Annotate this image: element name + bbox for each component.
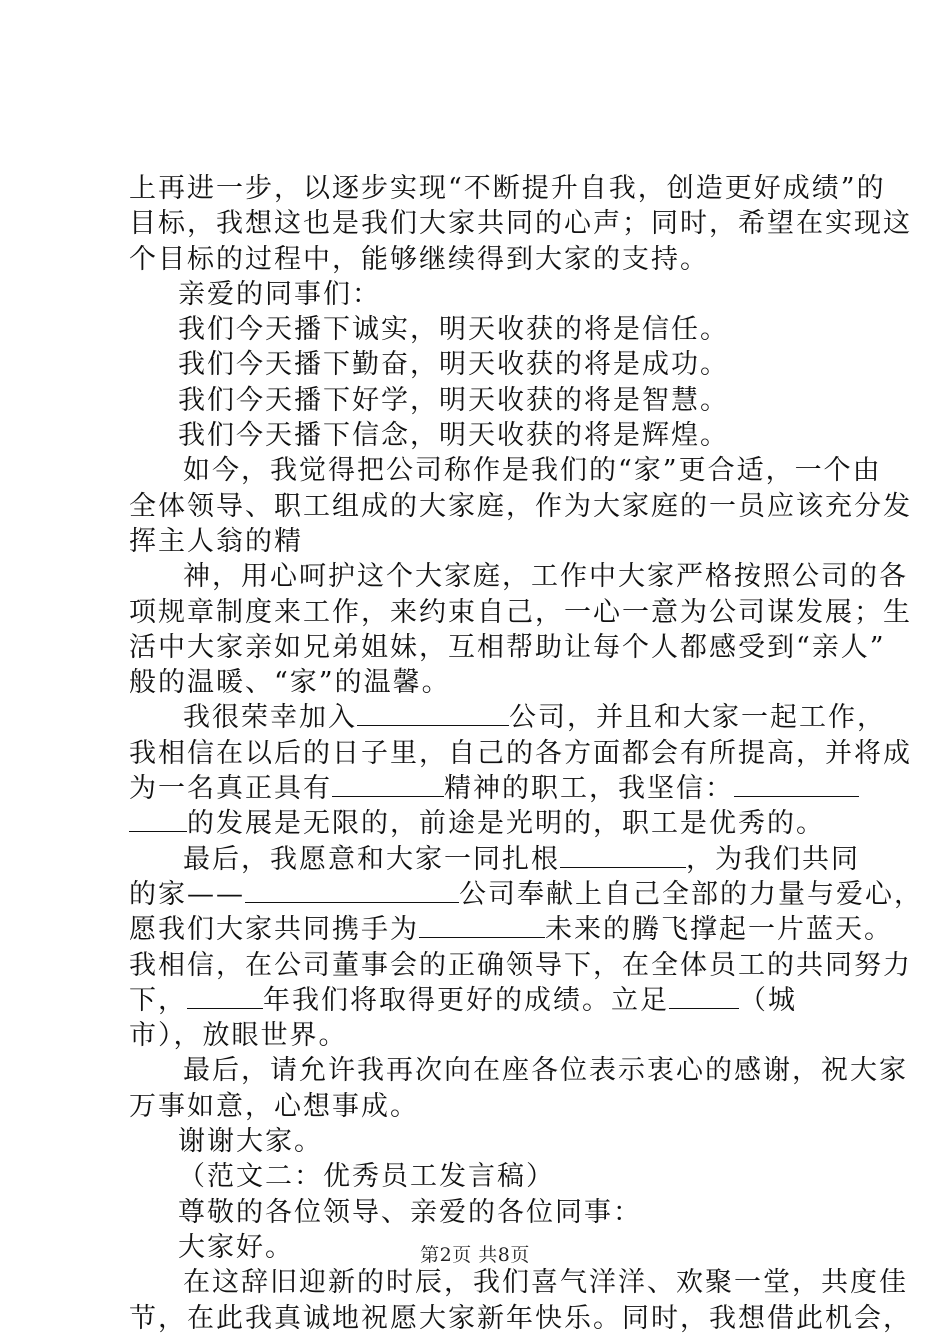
text-segment: 我很荣幸加入 bbox=[183, 702, 357, 734]
text-line bbox=[129, 806, 829, 841]
text-line: 最后，请允许我再次向在座各位表示衷心的感谢，祝大家 bbox=[183, 1055, 908, 1087]
text-line: 项规章制度来工作，来约束自己，一心一意为公司谋发展；生 bbox=[129, 596, 912, 628]
text-line: 在这辞旧迎新的时辰，我们喜气洋洋、欢聚一堂，共度佳 bbox=[183, 1267, 908, 1299]
text-line: 我们今天播下诚实，明天收获的将是信任。 bbox=[178, 314, 729, 346]
text-line: 活中大家亲如兄弟姐妹，互相帮助让每个人都感受到“亲人” bbox=[129, 631, 886, 663]
text-segment: 公司奉献上自己全部的力量与爱心， bbox=[459, 878, 923, 910]
fill-in-blank bbox=[669, 984, 739, 1009]
text-line: 神，用心呵护这个大家庭，工作中大家严格按照公司的各 bbox=[183, 561, 908, 593]
text-segment: 年我们将取得更好的成绩。立足 bbox=[263, 984, 669, 1016]
text-line: 我们今天播下好学，明天收获的将是智慧。 bbox=[178, 384, 729, 416]
text-line: 我们今天播下信念，明天收获的将是辉煌。 bbox=[178, 420, 729, 452]
text-line: 般的温暖、“家”的温馨。 bbox=[129, 667, 451, 699]
document-body bbox=[129, 171, 923, 1336]
section-heading: （范文二：优秀员工发言稿） bbox=[178, 1161, 555, 1193]
text-line: 如今，我觉得把公司称作是我们的“家”更合适，一个由 bbox=[183, 455, 882, 487]
text-line: 挥主人翁的精 bbox=[129, 525, 303, 557]
text-segment: （城 bbox=[739, 984, 797, 1016]
text-line: 目标，我想这也是我们大家共同的心声；同时，希望在实现这 bbox=[129, 208, 912, 240]
text-line: 节，在此我真诚地祝愿大家新年快乐。同时，我想借此机会， bbox=[129, 1302, 912, 1334]
fill-in-blank bbox=[187, 984, 263, 1009]
text-segment: 愿我们大家共同携手为 bbox=[129, 914, 419, 946]
fill-in-blank bbox=[245, 878, 459, 903]
text-segment: 精神的职工，我坚信： bbox=[444, 773, 734, 805]
text-segment: 公司，并且和大家一起工作， bbox=[509, 702, 886, 734]
text-line: 我相信在以后的日子里，自己的各方面都会有所提高，并将成 bbox=[129, 737, 912, 769]
text-line bbox=[129, 877, 923, 912]
text-line bbox=[129, 700, 886, 735]
text-segment: 未来的腾飞撑起一片蓝天。 bbox=[545, 914, 893, 946]
fill-in-blank bbox=[332, 772, 444, 797]
greeting: 大家好。 bbox=[178, 1231, 294, 1263]
closing-line: 谢谢大家。 bbox=[178, 1126, 323, 1158]
page-number-footer: 第2页 共8页 bbox=[420, 1244, 530, 1266]
text-line bbox=[129, 771, 829, 806]
text-segment: ，为我们共同 bbox=[686, 843, 860, 875]
text-line: 上再进一步，以逐步实现“不断提升自我，创造更好成绩”的 bbox=[129, 173, 886, 204]
text-line: 全体领导、职工组成的大家庭，作为大家庭的一员应该充分发 bbox=[129, 490, 912, 522]
text-segment: 的发展是无限的，前途是光明的，职工是优秀的。 bbox=[187, 808, 825, 840]
text-segment: 下， bbox=[129, 984, 187, 1016]
salutation: 亲爱的同事们： bbox=[178, 278, 381, 310]
text-line: 我相信，在公司董事会的正确领导下，在全体员工的共同努力 bbox=[129, 949, 912, 981]
text-line: 万事如意，心想事成。 bbox=[129, 1090, 419, 1122]
text-segment: 为一名真正具有 bbox=[129, 773, 332, 805]
text-line bbox=[129, 842, 860, 877]
fill-in-blank bbox=[357, 701, 509, 726]
text-line: 个目标的过程中，能够继续得到大家的支持。 bbox=[129, 243, 709, 275]
text-line: 我们今天播下勤奋，明天收获的将是成功。 bbox=[178, 349, 729, 381]
text-line: 市），放眼世界。 bbox=[129, 1020, 348, 1052]
fill-in-blank bbox=[419, 913, 545, 938]
salutation: 尊敬的各位领导、亲爱的各位同事： bbox=[178, 1196, 642, 1228]
text-segment: 的家—— bbox=[129, 878, 245, 910]
text-line bbox=[129, 912, 893, 947]
fill-in-blank bbox=[560, 843, 686, 868]
fill-in-blank bbox=[734, 772, 859, 797]
text-segment: 最后，我愿意和大家一同扎根 bbox=[183, 843, 560, 875]
fill-in-blank bbox=[129, 807, 187, 832]
text-line bbox=[129, 983, 829, 1018]
